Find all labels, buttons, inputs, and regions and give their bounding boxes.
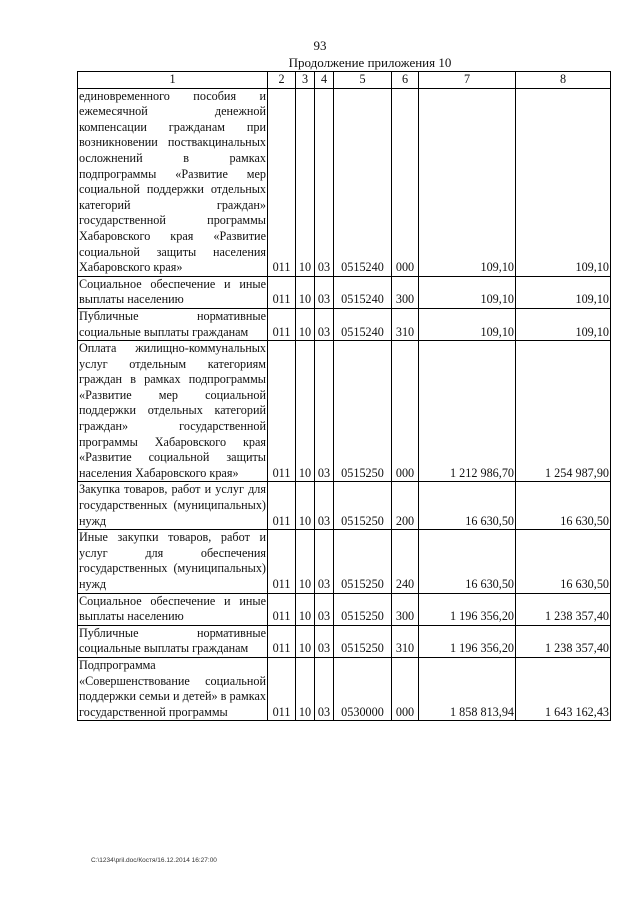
expense-type-code: 200 xyxy=(392,482,419,530)
target-article-code: 0515250 xyxy=(334,341,392,482)
amount-year-1: 16 630,50 xyxy=(419,482,516,530)
table-row xyxy=(78,657,611,720)
row-description: Оплата жилищно-коммунальных услуг отдельным категориям граждан в рамках подпрограммы «Развитие мер социальной поддержки отдельных категорий граждан» государственной программы Хабаровского края «Развитие социальной защиты населения Хабаровского края» xyxy=(78,341,268,482)
amount-year-1: 109,10 xyxy=(419,308,516,340)
section-code: 10 xyxy=(296,308,315,340)
table-row xyxy=(78,482,611,530)
expense-type-code: 310 xyxy=(392,625,419,657)
header-cell: 7 xyxy=(419,72,516,89)
header-cell: 2 xyxy=(268,72,296,89)
subsection-code: 03 xyxy=(315,88,334,276)
target-article-code: 0515240 xyxy=(334,88,392,276)
row-description: Публичные нормативные социальные выплаты гражданам xyxy=(78,625,268,657)
amount-year-1: 16 630,50 xyxy=(419,530,516,593)
subsection-code: 03 xyxy=(315,530,334,593)
table-row xyxy=(78,88,611,276)
page-number: 93 xyxy=(313,38,327,53)
target-article-code: 0515240 xyxy=(334,276,392,308)
target-article-code: 0515250 xyxy=(334,482,392,530)
expense-type-code: 240 xyxy=(392,530,419,593)
ministry-code: 011 xyxy=(268,530,296,593)
header-cell: 3 xyxy=(296,72,315,89)
table-row xyxy=(78,625,611,657)
subsection-code: 03 xyxy=(315,625,334,657)
target-article-code: 0515250 xyxy=(334,625,392,657)
expense-type-code: 310 xyxy=(392,308,419,340)
ministry-code: 011 xyxy=(268,593,296,625)
subsection-code: 03 xyxy=(315,341,334,482)
ministry-code: 011 xyxy=(268,657,296,720)
subsection-code: 03 xyxy=(315,657,334,720)
amount-year-2: 1 238 357,40 xyxy=(516,593,611,625)
expense-type-code: 300 xyxy=(392,593,419,625)
amount-year-2: 1 643 162,43 xyxy=(516,657,611,720)
row-description: Публичные нормативные социальные выплаты гражданам xyxy=(78,308,268,340)
row-description: Социальное обеспечение и иные выплаты населению xyxy=(78,593,268,625)
amount-year-2: 109,10 xyxy=(516,308,611,340)
amount-year-1: 1 196 356,20 xyxy=(419,625,516,657)
subsection-code: 03 xyxy=(315,276,334,308)
ministry-code: 011 xyxy=(268,276,296,308)
target-article-code: 0515250 xyxy=(334,593,392,625)
ministry-code: 011 xyxy=(268,88,296,276)
continuation-title: Продолжение приложения 10 xyxy=(288,55,452,70)
amount-year-1: 1 212 986,70 xyxy=(419,341,516,482)
subsection-code: 03 xyxy=(315,308,334,340)
amount-year-2: 1 254 987,90 xyxy=(516,341,611,482)
subsection-code: 03 xyxy=(315,593,334,625)
row-description: Подпрограмма «Совершенствование социальной поддержки семьи и детей» в рамках государственной программы xyxy=(78,657,268,720)
section-code: 10 xyxy=(296,593,315,625)
row-description: единовременного пособия и ежемесячной денежной компенсации гражданам при возникновении поствакцинальных осложнений в рамках подпрограммы «Развитие мер социальной поддержки отдельных категорий граждан» государственной программы Хабаровского края «Развитие социальной защиты населения Хабаровского края» xyxy=(78,88,268,276)
table-row xyxy=(78,276,611,308)
budget-table xyxy=(77,71,611,721)
ministry-code: 011 xyxy=(268,625,296,657)
expense-type-code: 300 xyxy=(392,276,419,308)
section-code: 10 xyxy=(296,657,315,720)
file-path-footer: C:\1234\pril.doc/Костя/16.12.2014 16:27:00 xyxy=(91,857,217,864)
section-code: 10 xyxy=(296,341,315,482)
row-description: Социальное обеспечение и иные выплаты населению xyxy=(78,276,268,308)
expense-type-code: 000 xyxy=(392,657,419,720)
header-cell: 6 xyxy=(392,72,419,89)
subsection-code: 03 xyxy=(315,482,334,530)
table-row xyxy=(78,308,611,340)
amount-year-1: 109,10 xyxy=(419,88,516,276)
section-code: 10 xyxy=(296,625,315,657)
header-cell: 8 xyxy=(516,72,611,89)
amount-year-2: 109,10 xyxy=(516,88,611,276)
amount-year-2: 16 630,50 xyxy=(516,530,611,593)
table-row xyxy=(78,593,611,625)
table-row xyxy=(78,530,611,593)
row-description: Закупка товаров, работ и услуг для государственных (муниципальных) нужд xyxy=(78,482,268,530)
section-code: 10 xyxy=(296,482,315,530)
amount-year-1: 109,10 xyxy=(419,276,516,308)
amount-year-2: 1 238 357,40 xyxy=(516,625,611,657)
expense-type-code: 000 xyxy=(392,88,419,276)
amount-year-1: 1 858 813,94 xyxy=(419,657,516,720)
ministry-code: 011 xyxy=(268,482,296,530)
header-cell: 4 xyxy=(315,72,334,89)
ministry-code: 011 xyxy=(268,341,296,482)
amount-year-2: 16 630,50 xyxy=(516,482,611,530)
row-description: Иные закупки товаров, работ и услуг для обеспечения государственных (муниципальных) нужд xyxy=(78,530,268,593)
header-cell: 1 xyxy=(78,72,268,89)
target-article-code: 0515240 xyxy=(334,308,392,340)
header-row xyxy=(78,72,611,89)
section-code: 10 xyxy=(296,530,315,593)
section-code: 10 xyxy=(296,276,315,308)
amount-year-1: 1 196 356,20 xyxy=(419,593,516,625)
ministry-code: 011 xyxy=(268,308,296,340)
amount-year-2: 109,10 xyxy=(516,276,611,308)
header-cell: 5 xyxy=(334,72,392,89)
table-row xyxy=(78,341,611,482)
target-article-code: 0515250 xyxy=(334,530,392,593)
section-code: 10 xyxy=(296,88,315,276)
expense-type-code: 000 xyxy=(392,341,419,482)
target-article-code: 0530000 xyxy=(334,657,392,720)
